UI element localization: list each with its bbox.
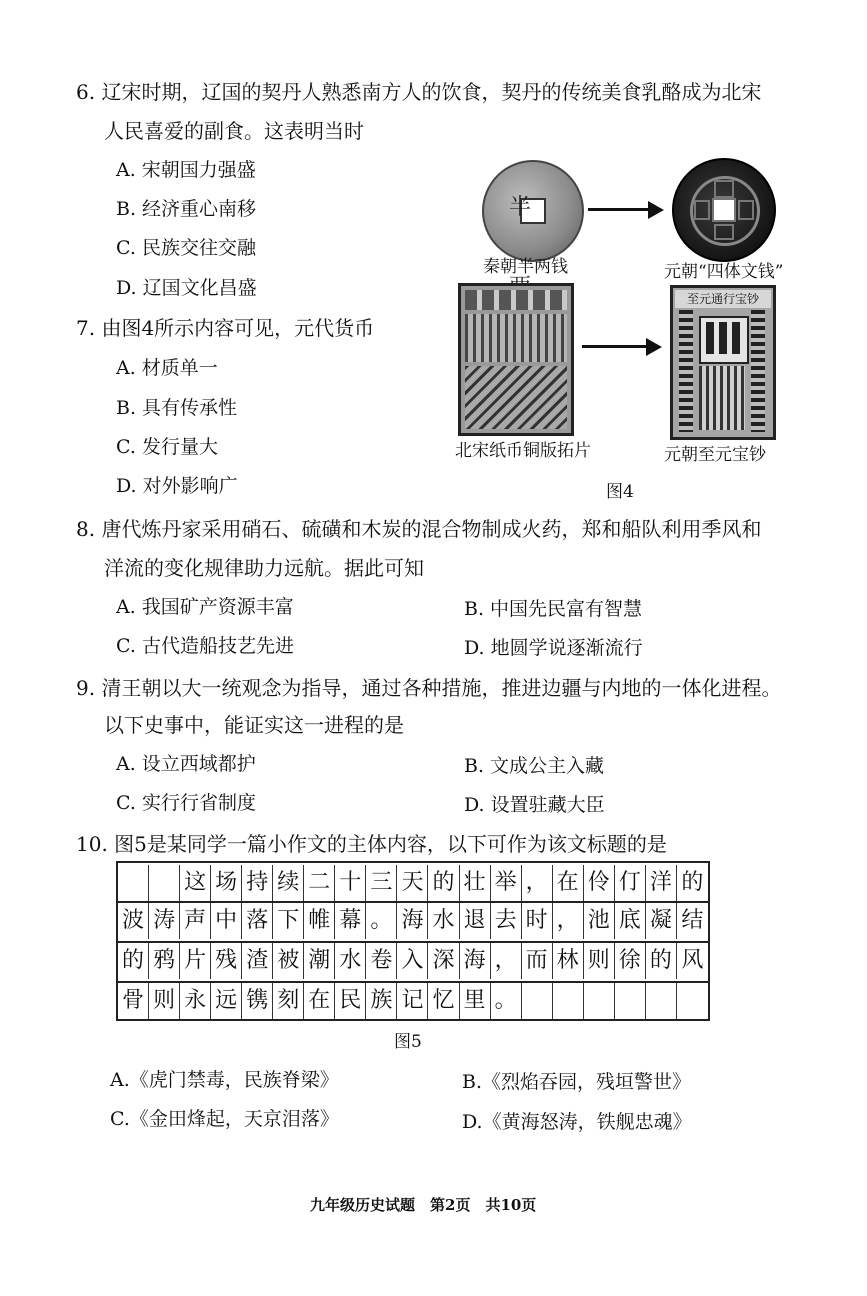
yuan-siti-coin bbox=[672, 158, 776, 262]
grid-cell bbox=[149, 865, 180, 901]
grid-cell: ， bbox=[522, 865, 553, 901]
q6-option-b: B. 经济重心南移 bbox=[116, 198, 257, 220]
grid-cell: 下 bbox=[273, 903, 304, 939]
grid-cell: 场 bbox=[211, 865, 242, 901]
arrow-line-2 bbox=[582, 345, 648, 348]
grid-cell: 永 bbox=[180, 983, 211, 1019]
grid-cell: 水 bbox=[335, 943, 366, 979]
grid-cell: 这 bbox=[180, 865, 211, 901]
grid-cell: 洋 bbox=[646, 865, 677, 901]
q9-option-c: C. 实行行省制度 bbox=[116, 792, 256, 814]
q6-option-a: A. 宋朝国力强盛 bbox=[116, 159, 256, 181]
grid-row-2 bbox=[118, 903, 708, 939]
grid-cell: 则 bbox=[584, 943, 615, 979]
grid-cell bbox=[677, 983, 708, 1019]
grid-cell: 幕 bbox=[335, 903, 366, 939]
grid-cell: 渣 bbox=[242, 943, 273, 979]
grid-cell: 底 bbox=[615, 903, 646, 939]
grid-cell: 镌 bbox=[242, 983, 273, 1019]
grid-cell: 十 bbox=[335, 865, 366, 901]
grid-cell: 凝 bbox=[646, 903, 677, 939]
grid-cell: 天 bbox=[397, 865, 428, 901]
grid-cell: 忆 bbox=[428, 983, 459, 1019]
grid-cell: 水 bbox=[428, 903, 459, 939]
grid-cell: 的 bbox=[118, 943, 149, 979]
grid-cell: 深 bbox=[428, 943, 459, 979]
q8-option-d: D. 地圆学说逐渐流行 bbox=[464, 637, 643, 659]
grid-cell: 。 bbox=[491, 983, 522, 1019]
grid-row-4 bbox=[118, 983, 708, 1019]
grid-cell bbox=[522, 983, 553, 1019]
grid-cell: ， bbox=[491, 943, 522, 979]
grid-cell: 伶 bbox=[584, 865, 615, 901]
yuan-note-header: 至元通行宝钞 bbox=[675, 290, 771, 308]
grid-cell: 帷 bbox=[304, 903, 335, 939]
grid-cell: 二 bbox=[304, 865, 335, 901]
q9-option-b: B. 文成公主入藏 bbox=[464, 755, 605, 777]
grid-cell: 三 bbox=[366, 865, 397, 901]
q9-stem-line1: 9. 清王朝以大一统观念为指导，通过各种措施，推进边疆与内地的一体化进程。 bbox=[76, 676, 782, 700]
qin-banliang-coin bbox=[482, 160, 584, 262]
yuan-zhiyuan-note bbox=[670, 285, 776, 440]
grid-cell: 的 bbox=[681, 870, 704, 895]
q8-stem-line2: 洋流的变化规律助力远航。据此可知 bbox=[104, 556, 424, 580]
grid-cell: 而 bbox=[522, 943, 553, 979]
q8-option-a: A. 我国矿产资源丰富 bbox=[116, 596, 294, 618]
q9-option-d: D. 设置驻藏大臣 bbox=[464, 794, 605, 816]
caption-song-note: 北宋纸币铜版拓片 bbox=[455, 441, 591, 461]
grid-cell: 族 bbox=[366, 983, 397, 1019]
grid-cell: 壮 bbox=[460, 865, 491, 901]
q10-option-a: A.《虎门禁毒，民族脊梁》 bbox=[110, 1069, 339, 1091]
grid-cell: ， bbox=[553, 903, 584, 939]
q7-stem: 7. 由图4所示内容可见，元代货币 bbox=[76, 316, 375, 340]
q9-option-a: A. 设立西域都护 bbox=[116, 753, 256, 775]
grid-cell: 。 bbox=[366, 903, 397, 939]
grid-cell: 民 bbox=[335, 983, 366, 1019]
q7-option-d: D. 对外影响广 bbox=[116, 475, 238, 497]
grid-cell: 片 bbox=[180, 943, 211, 979]
caption-yuan-note: 元朝至元宝钞 bbox=[664, 445, 766, 465]
grid-row-3 bbox=[118, 943, 708, 979]
grid-cell: 远 bbox=[211, 983, 242, 1019]
q6-stem-line2: 人民喜爱的副食。这表明当时 bbox=[104, 119, 364, 143]
q10-option-c: C.《金田烽起，天京泪落》 bbox=[110, 1108, 339, 1130]
grid-cell: 林 bbox=[553, 943, 584, 979]
grid-cell: 池 bbox=[584, 903, 615, 939]
grid-cell: 入 bbox=[397, 943, 428, 979]
grid-cell: 里 bbox=[460, 983, 491, 1019]
grid-cell: 则 bbox=[149, 983, 180, 1019]
grid-cell: 残 bbox=[211, 943, 242, 979]
grid-cell: 涛 bbox=[149, 903, 180, 939]
arrow-line-1 bbox=[588, 208, 650, 211]
grid-cell: 落 bbox=[242, 903, 273, 939]
grid-cell bbox=[584, 983, 615, 1019]
grid-cell: 潮 bbox=[304, 943, 335, 979]
caption-yuan-coin: 元朝“四体文钱” bbox=[664, 262, 784, 282]
caption-qin-coin: 秦朝半两钱 bbox=[483, 257, 568, 277]
grid-cell: 在 bbox=[304, 983, 335, 1019]
grid-cell: 海 bbox=[460, 943, 491, 979]
grid-cell: 刻 bbox=[273, 983, 304, 1019]
grid-cell: 退 bbox=[460, 903, 491, 939]
grid-row-1 bbox=[118, 865, 708, 901]
arrow-head-2 bbox=[646, 338, 662, 356]
grid-cell: 记 bbox=[397, 983, 428, 1019]
grid-cell bbox=[646, 983, 677, 1019]
q10-option-b: B.《烈焰吞园，残垣警世》 bbox=[462, 1071, 692, 1093]
grid-cell: 鸦 bbox=[149, 943, 180, 979]
q6-option-d: D. 辽国文化昌盛 bbox=[116, 277, 257, 299]
grid-cell: 结 bbox=[681, 908, 704, 933]
q10-stem: 10. 图5是某同学一篇小作文的主体内容，以下可作为该文标题的是 bbox=[76, 832, 667, 856]
qin-coin-chars: 半 bbox=[508, 195, 557, 220]
page-footer: 九年级历史试题 第2页 共10页 bbox=[310, 1196, 537, 1214]
arrow-head-1 bbox=[648, 201, 664, 219]
q7-option-a: A. 材质单一 bbox=[116, 357, 218, 379]
grid-cell: 的 bbox=[428, 865, 459, 901]
grid-cell: 波 bbox=[118, 903, 149, 939]
grid-cell: 持 bbox=[242, 865, 273, 901]
grid-cell: 在 bbox=[553, 865, 584, 901]
q10-option-d: D.《黄海怒涛，铁舰忠魂》 bbox=[462, 1111, 692, 1133]
grid-cell: 去 bbox=[491, 903, 522, 939]
grid-cell: 徐 bbox=[615, 943, 646, 979]
grid-cell: 时 bbox=[522, 903, 553, 939]
grid-cell bbox=[553, 983, 584, 1019]
q8-option-c: C. 古代造船技艺先进 bbox=[116, 635, 294, 657]
grid-cell: 海 bbox=[397, 903, 428, 939]
q6-option-c: C. 民族交往交融 bbox=[116, 237, 256, 259]
grid-cell: 的 bbox=[646, 943, 677, 979]
essay-grid bbox=[116, 861, 710, 1021]
grid-cell: 中 bbox=[211, 903, 242, 939]
figure-4-caption: 图4 bbox=[606, 482, 634, 502]
q6-stem-line1: 6. 辽宋时期，辽国的契丹人熟悉南方人的饮食，契丹的传统美食乳酪成为北宋 bbox=[76, 80, 762, 104]
grid-cell: 卷 bbox=[366, 943, 397, 979]
grid-cell bbox=[615, 983, 646, 1019]
grid-cell: 声 bbox=[180, 903, 211, 939]
q7-option-b: B. 具有传承性 bbox=[116, 397, 238, 419]
grid-cell: 风 bbox=[681, 948, 704, 973]
q8-stem-line1: 8. 唐代炼丹家采用硝石、硫磺和木炭的混合物制成火药，郑和船队利用季风和 bbox=[76, 517, 762, 541]
q9-stem-line2: 以下史事中，能证实这一进程的是 bbox=[104, 713, 404, 737]
grid-cell: 举 bbox=[491, 865, 522, 901]
grid-cell bbox=[118, 865, 149, 901]
figure-5-caption: 图5 bbox=[394, 1032, 422, 1052]
grid-cell: 被 bbox=[273, 943, 304, 979]
q7-option-c: C. 发行量大 bbox=[116, 436, 218, 458]
grid-cell: 骨 bbox=[118, 983, 149, 1019]
q8-option-b: B. 中国先民富有智慧 bbox=[464, 598, 643, 620]
grid-cell: 续 bbox=[273, 865, 304, 901]
song-paper-money-rubbing bbox=[458, 283, 574, 436]
grid-cell: 仃 bbox=[615, 865, 646, 901]
